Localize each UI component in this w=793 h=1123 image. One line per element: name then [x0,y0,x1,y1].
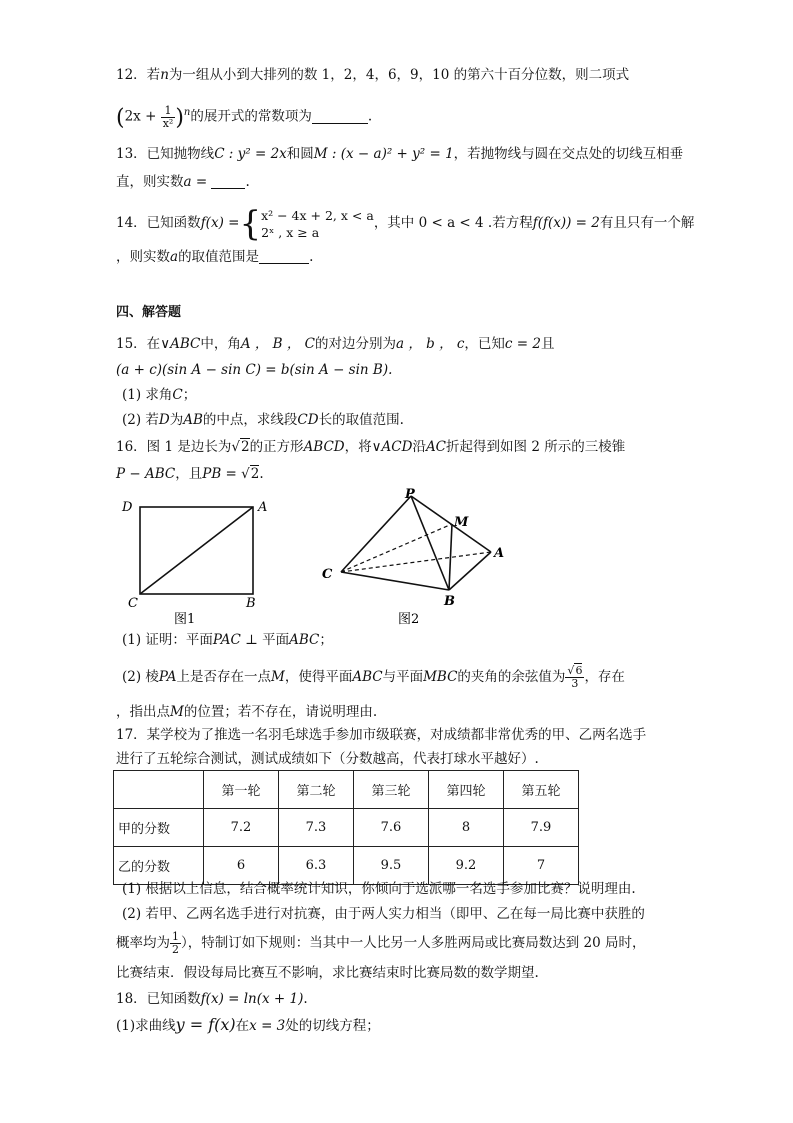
q14-piecewise: x² − 4x + 2, x < a 2ˣ , x ≥ a [261,207,374,240]
table-cell: 7.3 [279,809,354,847]
q17-part2-line2: 概率均为 $\frac{1}{2}$ ），特制订如下规则：当其中一人比另一人多胜两局或比赛局数达到 20 局时， [116,930,646,956]
segment-cm-hidden [341,524,452,572]
table-header-cell: 第五轮 [504,771,579,809]
table-row [114,809,579,847]
q17-line1: 17．某学校为了推选一名羽毛球选手参加市级联赛，对成绩都非常优秀的甲、乙两名选手 [116,727,647,743]
q14-line1: 14．已知函数f(x) ={ x² − 4x + 2, x < a 2ˣ , x ≥ a ，其中 0 < a < 4 .若方程f(f(x)) = 2有且只有一个解 [116,204,695,244]
figure-2-caption: 图2 [398,612,420,627]
table-header-cell [114,771,204,809]
edge-cb [341,572,449,590]
q17-part2-line3: 比赛结束．假设每局比赛互不影响，求比赛结束时比赛局数的数学期望. [116,965,539,981]
table-cell: 7.6 [354,809,429,847]
q13-line2: 直，则实数a = . [116,174,250,190]
q16-line2: P − ABC，且PB = √2. [116,466,264,482]
q12-fraction: $\frac{1}{\text{x²}}$ [162,103,174,130]
table-cell: 9.2 [429,847,504,885]
q18-line1: 18．已知函数f(x) = ln(x + 1). [116,991,308,1007]
q17-part1: (1) 根据以上信息，结合概率统计知识，你倾向于选派哪一名选手参加比赛？说明理由. [122,881,636,897]
q15-line1: 15．在∨ABC中，角A ， B ， C的对边分别为a ， b ， c，已知c = 2且 [116,336,555,352]
q15-line2: (a + c)(sin A − sin C) = b(sin A − sin B). [116,362,393,378]
figure-2-pyramid [316,484,516,630]
label-c: C [128,596,138,611]
table-cell: 7 [504,847,579,885]
table-cell: 6 [204,847,279,885]
table-header-cell: 第四轮 [429,771,504,809]
q12-answer-blank[interactable] [312,123,368,124]
q16-line1: 16．图 1 是边长为√2的正方形ABCD，将∨ACD沿AC折起得到如图 2 所示的三棱锥 [116,439,626,455]
q17-line2: 进行了五轮综合测试，测试成绩如下（分数越高，代表打球水平越好）. [116,751,539,767]
label-b: B [246,596,256,611]
edge-ba [449,552,491,590]
row-label: 甲的分数 [114,809,204,847]
score-table [113,770,579,885]
table-cell: 7.9 [504,809,579,847]
table-cell: 9.5 [354,847,429,885]
table-cell: 8 [429,809,504,847]
table-header-cell: 第二轮 [279,771,354,809]
label-c2: C [322,567,333,582]
q16-part2-line2: ，指出点M的位置；若不存在，请说明理由. [116,704,378,720]
diagonal-ac [140,507,253,594]
label-d: D [122,500,133,515]
segment-mb [449,524,452,590]
q12-line1: 12．若n为一组从小到大排列的数 1，2，4，6，9，10 的第六十百分位数，则二项式 [116,67,630,83]
label-a2: A [494,546,505,561]
q14-answer-blank[interactable] [259,263,309,264]
q12-line2: (2x + $\frac{1}{\text{x²}}$ )$^n$的展开式的常数项为 . [116,103,373,131]
table-cell: 7.2 [204,809,279,847]
figure-1-caption: 图1 [174,612,196,627]
edge-pc [341,496,411,572]
label-a: A [258,500,268,515]
q15-part1: (1) 求角C； [122,387,197,403]
label-p: P [405,487,415,502]
q13-line1: 13．已知抛物线C : y² = 2x和圆M : (x − a)² + y² = 1，若抛物线与圆在交点处的切线互相垂 [116,146,684,162]
label-b2: B [444,594,455,609]
row-label: 乙的分数 [114,847,204,885]
label-m: M [454,515,469,530]
table-header-cell: 第三轮 [354,771,429,809]
q14-line2: ，则实数a的取值范围是 . [116,249,314,265]
table-cell: 6.3 [279,847,354,885]
q16-cos-fraction: $\frac{√6}{3}$ [567,664,583,690]
q18-part1: (1)求曲线y = f(x)在x = 3处的切线方程； [116,1015,380,1034]
section-heading: 四、解答题 [116,305,182,320]
q15-part2: (2) 若D为AB的中点，求线段CD长的取值范围. [122,412,404,428]
q17-part2-line1: (2) 若甲、乙两名选手进行对抗赛，由于两人实力相当（即甲、乙在每一局比赛中获胜的 [122,906,645,922]
table-header-row [114,771,579,809]
q13-answer-blank[interactable] [211,188,245,189]
figure-1-square [118,494,278,630]
q17-probability-fraction: $\frac{1}{2}$ [172,930,179,956]
table-header-cell: 第一轮 [204,771,279,809]
q16-part1: (1) 证明：平面PAC ⊥ 平面ABC； [122,632,333,648]
q16-part2: (2) 棱PA上是否存在一点M，使得平面ABC与平面MBC的夹角的余弦值为 $\frac{√6}{3}$ ，存在 [122,664,625,690]
